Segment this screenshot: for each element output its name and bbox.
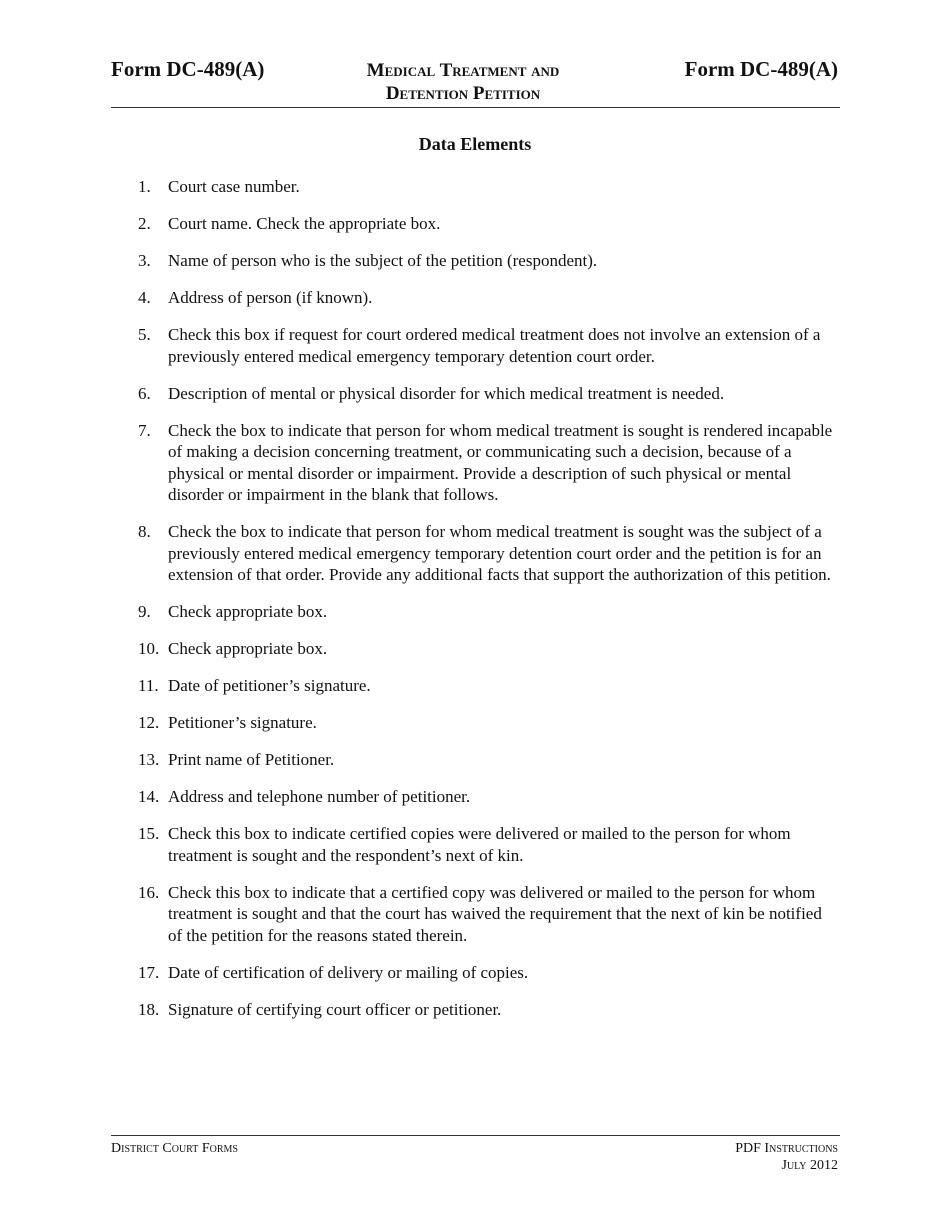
list-item [138, 786, 840, 808]
item-number: 14. [138, 787, 160, 806]
list-item [138, 675, 840, 697]
item-number: 17. [138, 962, 160, 982]
list-item [138, 638, 840, 660]
item-number: 1. [138, 177, 151, 196]
form-title-line2: Detention Petition [385, 83, 541, 104]
list-item [138, 712, 840, 734]
item-text: Check appropriate box. [168, 639, 328, 658]
list-item [138, 601, 840, 623]
item-text: Description of mental or physical disorder for which medical treatment is needed. [168, 383, 725, 403]
item-text: Check appropriate box. [168, 602, 328, 621]
footer-doc-type: PDF Instructions [735, 1141, 838, 1156]
item-number: 11. [138, 676, 159, 695]
list-item [138, 383, 840, 405]
item-text: Address of person (if known). [168, 288, 373, 307]
item-text: Address and telephone number of petitioner. [168, 787, 471, 806]
item-text: Signature of certifying court officer or petitioner. [168, 999, 502, 1019]
item-number: 16. [138, 882, 160, 902]
item-number: 9. [138, 602, 151, 621]
list-item [138, 250, 840, 272]
item-text: Check this box to indicate that a certified copy was delivered or mailed to the person for whom treatment is sought and that the court has waived the requirement that the next of kin be notified of the petition for the reasons stated therein. [168, 882, 822, 945]
list-item [138, 749, 840, 771]
list-item [138, 287, 840, 309]
section-title: Data Elements [418, 134, 532, 154]
page-header [111, 57, 840, 108]
list-item [138, 521, 840, 586]
item-text: Check this box if request for court ordered medical treatment does not involve an extension of a previously entered medical emergency temporary detention court order. [168, 325, 821, 366]
item-number: 2. [138, 214, 151, 233]
form-title [333, 59, 593, 105]
footer-meta [735, 1140, 838, 1174]
list-item [138, 999, 840, 1021]
item-text: Check the box to indicate that person for whom medical treatment is sought was the subject of a previously entered medical emergency temporary detention court order and the petition is for an extension of that order. Provide any additional facts that support the authorization of this petition. [168, 522, 831, 584]
item-text: Date of certification of delivery or mailing of copies. [168, 962, 529, 982]
list-item [138, 962, 840, 984]
data-elements-list [138, 176, 840, 1036]
list-item [138, 882, 840, 947]
item-text: Petitioner’s signature. [168, 713, 317, 732]
footer-date: July 2012 [781, 1158, 838, 1173]
list-item [138, 213, 840, 235]
page-footer [111, 1135, 840, 1173]
form-id-right: Form DC-489(A) [684, 57, 838, 81]
list-item [138, 176, 840, 198]
item-number: 5. [138, 325, 151, 344]
item-number: 13. [138, 750, 160, 769]
item-number: 8. [138, 522, 151, 541]
list-item [138, 823, 840, 866]
item-number: 6. [138, 383, 151, 403]
footer-source: District Court Forms [111, 1141, 238, 1156]
item-text: Check the box to indicate that person for whom medical treatment is sought is rendered incapable of making a decision concerning treatment, or communicating such a decision, because of a physical or mental disorder or impairment. Provide a description of such physical or mental disorder or impairment in the blank that follows. [168, 420, 833, 504]
form-id-left: Form DC-489(A) [111, 57, 265, 81]
form-title-line1: Medical Treatment and [366, 60, 560, 81]
item-number: 12. [138, 713, 160, 732]
item-number: 10. [138, 639, 160, 658]
item-number: 15. [138, 824, 160, 843]
item-text: Court case number. [168, 177, 300, 196]
item-number: 18. [138, 999, 160, 1019]
item-number: 3. [138, 251, 151, 270]
item-number: 7. [138, 420, 151, 440]
item-text: Date of petitioner’s signature. [168, 676, 371, 695]
item-text: Check this box to indicate certified copies were delivered or mailed to the person for whom treatment is sought and the respondent’s next of kin. [168, 824, 791, 865]
item-text: Court name. Check the appropriate box. [168, 214, 441, 233]
item-number: 4. [138, 288, 151, 307]
item-text: Print name of Petitioner. [168, 750, 335, 769]
list-item [138, 324, 840, 367]
list-item [138, 420, 840, 506]
item-text: Name of person who is the subject of the petition (respondent). [168, 251, 598, 270]
